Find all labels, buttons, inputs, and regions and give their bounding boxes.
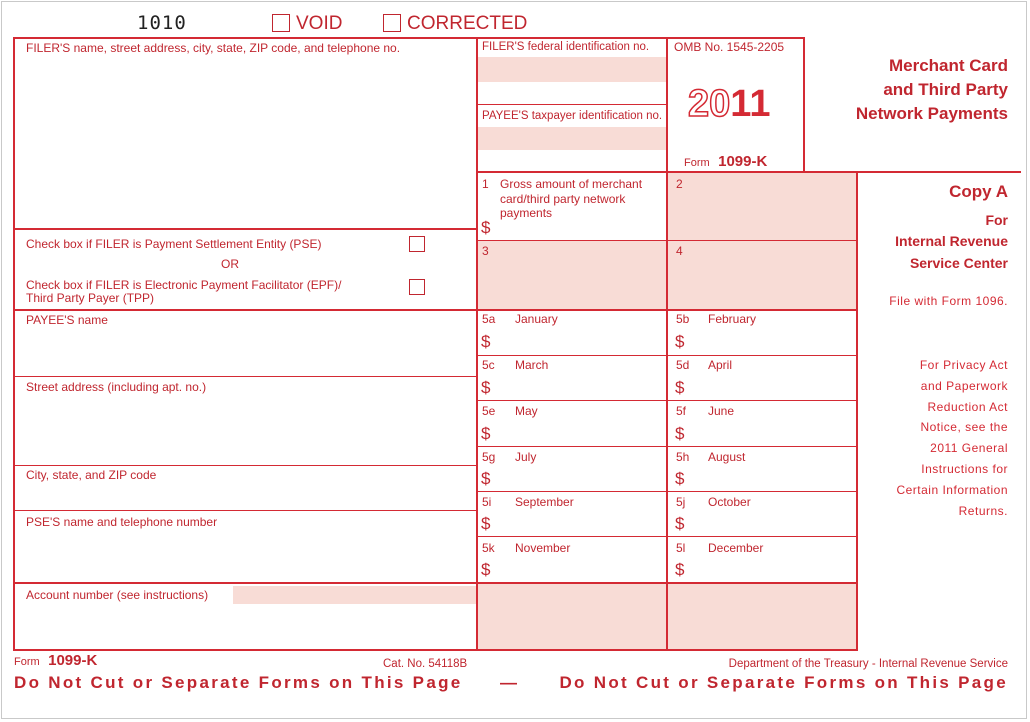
form-title — [856, 54, 1008, 126]
rule-5ij-bottom — [476, 536, 857, 537]
epf-checkbox[interactable] — [409, 279, 425, 295]
form-name-header — [684, 153, 767, 171]
box-5g-month: July — [515, 450, 537, 464]
box-5a-month: January — [515, 312, 558, 326]
privacy-line: and Paperwork — [920, 378, 1008, 393]
box-5i-code: 5i — [482, 495, 492, 509]
box-5d-code: 5d — [676, 358, 690, 372]
box-5f-month: June — [708, 404, 735, 418]
box4-number: 4 — [676, 244, 683, 258]
rule-col-1 — [476, 37, 478, 650]
box-5j-dollar: $ — [675, 514, 685, 533]
form-code: 1010 — [137, 12, 187, 34]
corrected-checkbox[interactable] — [383, 14, 401, 32]
filer-fed-id-label: FILER'S federal identification no. — [482, 41, 650, 53]
irs-line-1: Internal Revenue — [895, 233, 1008, 249]
box-5k-dollar: $ — [481, 560, 491, 579]
rule-omb-right — [803, 37, 805, 172]
rule-col-2 — [666, 37, 668, 650]
account-number-label: Account number (see instructions) — [26, 588, 209, 602]
irs-line-2: Service Center — [909, 255, 1008, 271]
payee-tin-label: PAYEE'S taxpayer identification no. — [482, 110, 663, 122]
box-5e-month: May — [515, 404, 538, 418]
form-number: 1099-K — [718, 153, 768, 170]
privacy-line: For Privacy Act — [919, 358, 1008, 372]
box-5j-month: October — [708, 495, 751, 509]
copy-label: Copy A — [949, 182, 1008, 201]
privacy-line: Notice, see the — [920, 420, 1008, 435]
box-5k-month: November — [515, 541, 571, 555]
box-5d-dollar: $ — [675, 378, 685, 397]
box-5h-dollar: $ — [675, 469, 685, 488]
void-checkbox[interactable] — [272, 14, 290, 32]
rule-boxes-top — [476, 171, 1021, 173]
form-title-line-3: Network Payments — [855, 104, 1008, 123]
filer-fed-id-field[interactable] — [477, 57, 666, 82]
box-5e-code: 5e — [482, 404, 496, 418]
box-5g-dollar: $ — [481, 469, 491, 488]
rule-bottom — [13, 649, 857, 651]
box-5c-dollar: $ — [481, 378, 491, 397]
privacy-line: Returns. — [958, 503, 1008, 518]
rule-5ef-bottom — [476, 446, 857, 447]
warning-dash: — — [500, 673, 517, 692]
box1-amount-field[interactable] — [498, 216, 663, 238]
street-address-label: Street address (including apt. no.) — [26, 380, 207, 394]
pse-checkbox-label: Check box if FILER is Payment Settlement Entity (PSE) — [26, 237, 322, 251]
box-5j-code: 5j — [676, 495, 686, 509]
rule-city-bottom — [13, 510, 476, 511]
epf-checkbox-label-1: Check box if FILER is Electronic Payment Facilitator (EPF)/ — [26, 278, 342, 292]
filer-name-label: FILER'S name, street address, city, state, ZIP code, and telephone no. — [26, 41, 401, 55]
footer-form-number: 1099-K — [48, 652, 98, 669]
payee-name-label: PAYEE'S name — [26, 313, 108, 327]
rule-checkbox-bottom — [13, 309, 857, 311]
box1-label — [500, 177, 642, 221]
box-5b-dollar: $ — [675, 332, 685, 351]
rule-left — [13, 37, 15, 650]
do-not-cut-warning-right: Do Not Cut or Separate Forms on This Page — [559, 673, 1008, 692]
box-5h-code: 5h — [676, 450, 690, 464]
box-5l-code: 5l — [676, 541, 686, 555]
rule-5cd-bottom — [476, 400, 857, 401]
privacy-line: Reduction Act — [927, 399, 1008, 414]
tax-year-suffix: 11 — [730, 83, 771, 125]
tax-year — [688, 84, 770, 124]
box-5g-code: 5g — [482, 450, 496, 464]
box1-label-line: payments — [500, 206, 553, 220]
box1-label-line: Gross amount of merchant — [500, 177, 643, 191]
do-not-cut-warning-left: Do Not Cut or Separate Forms on This Page — [14, 673, 463, 692]
box2-field[interactable] — [667, 172, 857, 240]
pse-checkbox[interactable] — [409, 236, 425, 252]
rule-5ab-bottom — [476, 355, 857, 356]
form-word: Form — [684, 157, 710, 169]
box-5e-dollar: $ — [481, 424, 491, 443]
bottom-shaded-right — [667, 583, 857, 649]
city-state-zip-label: City, state, and ZIP code — [26, 468, 157, 482]
privacy-notice — [896, 355, 1008, 521]
footer-form-word: Form — [14, 656, 40, 668]
box-5a-dollar: $ — [481, 332, 491, 351]
box4-field[interactable] — [667, 241, 857, 309]
payee-tin-field[interactable] — [477, 127, 666, 150]
rule-box12-bottom — [476, 240, 857, 241]
box-5f-dollar: $ — [675, 424, 685, 443]
box-5h-month: August — [708, 450, 746, 464]
box-5b-code: 5b — [676, 312, 690, 326]
box-5i-dollar: $ — [481, 514, 491, 533]
privacy-line: Instructions for — [921, 461, 1008, 476]
box-5l-month: December — [708, 541, 764, 555]
box-5c-month: March — [515, 358, 549, 372]
rule-payee-name-bottom — [13, 376, 476, 377]
box-5k-code: 5k — [482, 541, 495, 555]
rule-5gh-bottom — [476, 491, 857, 492]
pse-name-phone-label: PSE'S name and telephone number — [26, 515, 218, 529]
department-label: Department of the Treasury - Internal Revenue Service — [728, 658, 1008, 670]
catalog-number: Cat. No. 54118B — [383, 658, 468, 670]
box-5i-month: September — [515, 495, 574, 509]
or-label: OR — [221, 257, 239, 271]
for-label: For — [985, 212, 1008, 228]
rule-top — [13, 37, 804, 39]
privacy-line: Certain Information — [896, 482, 1008, 497]
box3-number: 3 — [482, 244, 489, 258]
void-label: VOID — [296, 13, 343, 34]
box2-number: 2 — [676, 177, 683, 191]
box-5a-code: 5a — [482, 312, 496, 326]
epf-checkbox-label-2: Third Party Payer (TPP) — [26, 291, 155, 305]
box1-number: 1 — [482, 177, 489, 191]
box-5c-code: 5c — [482, 358, 495, 372]
rule-pse-bottom — [13, 582, 857, 584]
rule-fedid-bottom — [476, 104, 666, 105]
box-5d-month: April — [708, 358, 733, 372]
box-5b-month: February — [708, 312, 757, 326]
privacy-line: 2011 General — [930, 441, 1008, 456]
box1-label-line: card/third party network — [500, 191, 626, 206]
box-5l-dollar: $ — [675, 560, 685, 579]
tax-year-prefix: 20 — [688, 83, 731, 125]
rule-right-inner — [856, 171, 858, 651]
bottom-shaded-left — [477, 583, 667, 649]
omb-number: OMB No. 1545-2205 — [674, 40, 785, 54]
form-title-line-2: and Third Party — [883, 80, 1008, 99]
rule-street-bottom — [13, 465, 476, 466]
box1-dollar: $ — [481, 218, 491, 237]
box-5f-code: 5f — [676, 404, 687, 418]
footer-form-name — [14, 652, 97, 670]
file-with-label: File with Form 1096. — [889, 294, 1008, 308]
box3-field[interactable] — [477, 241, 667, 309]
corrected-label: CORRECTED — [407, 13, 528, 34]
rule-filer-bottom — [13, 228, 476, 230]
form-title-line-1: Merchant Card — [888, 56, 1008, 75]
account-number-field[interactable] — [233, 586, 476, 604]
